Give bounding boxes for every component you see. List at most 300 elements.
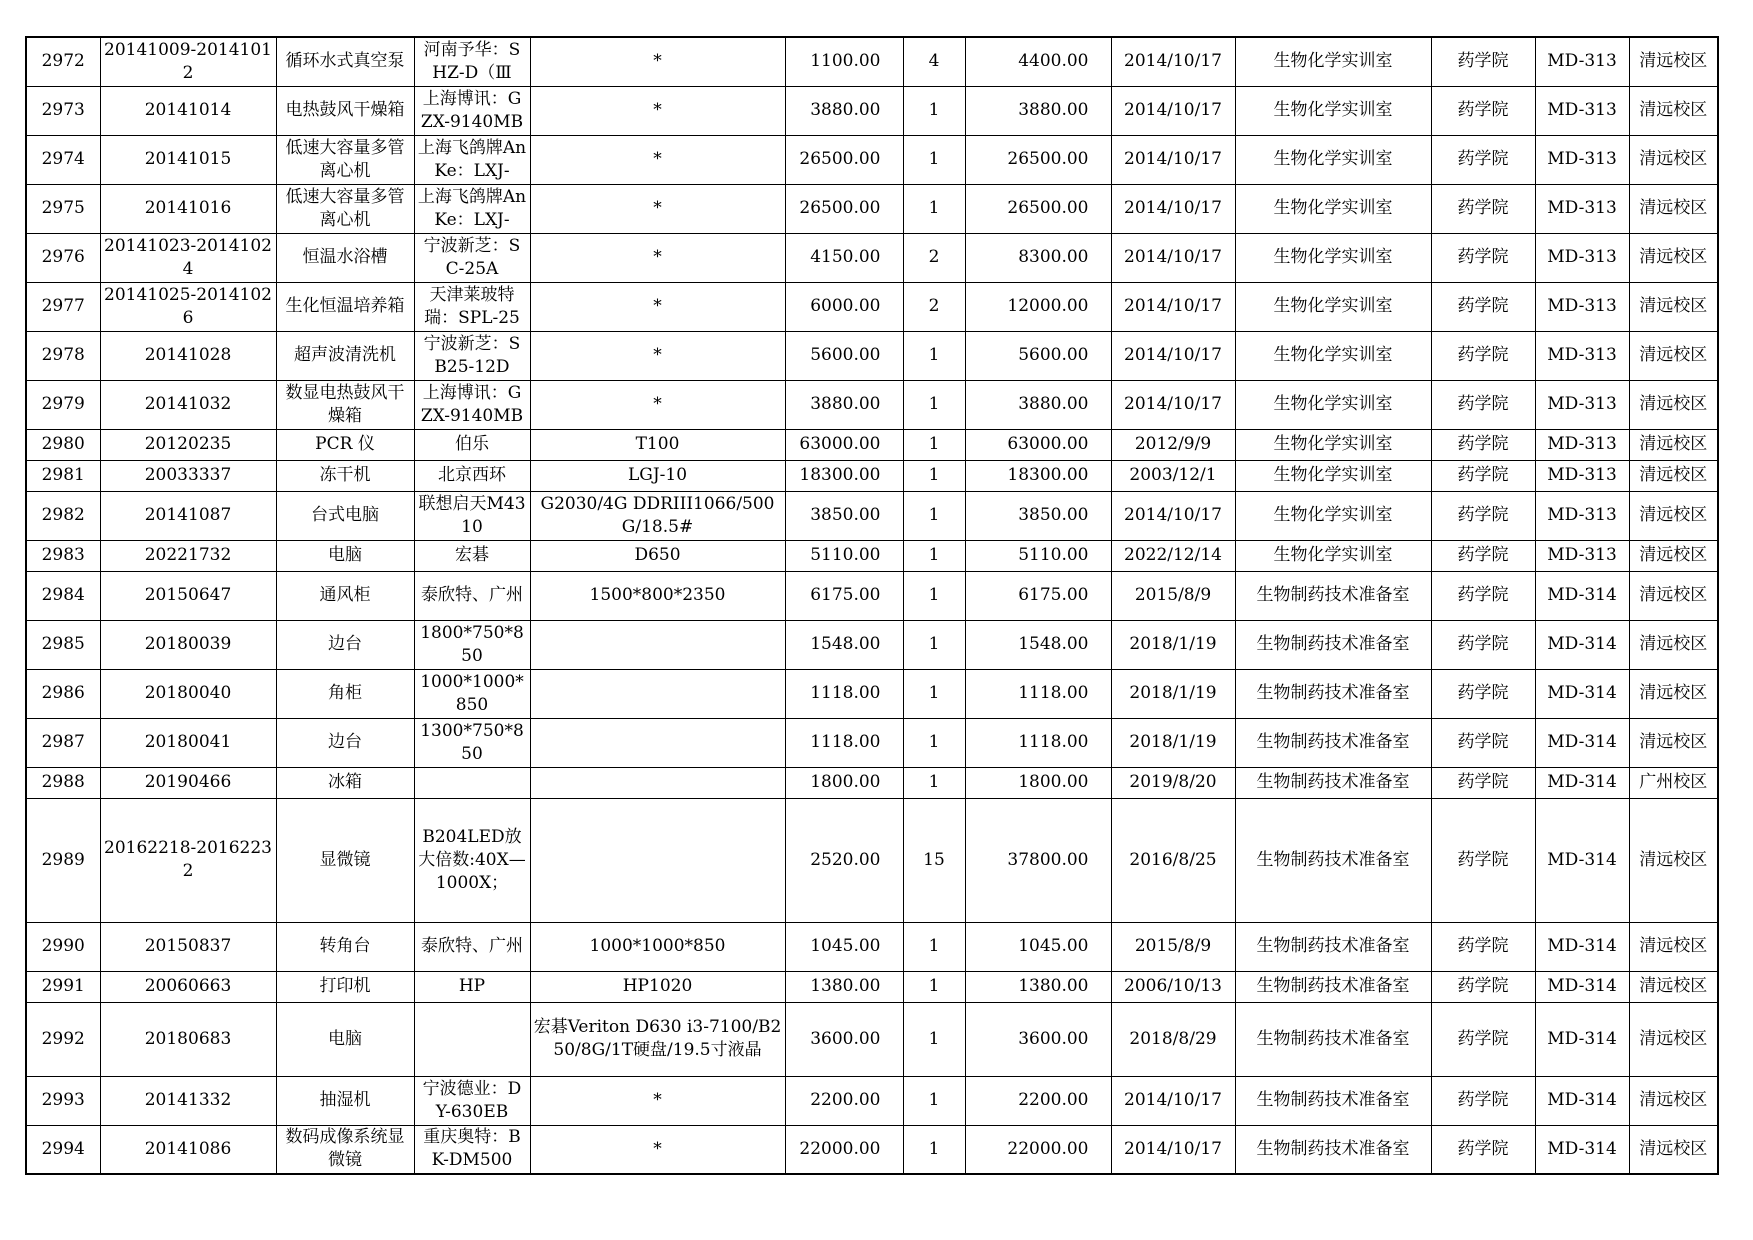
department-cell: 药学院: [1431, 86, 1535, 135]
room-code-cell: MD-313: [1535, 429, 1629, 460]
quantity-cell: 1: [903, 620, 965, 669]
equipment-name-cell: 低速大容量多管离心机: [276, 184, 414, 233]
equipment-name-cell: 显微镜: [276, 798, 414, 922]
room-cell: 生物制药技术准备室: [1235, 1125, 1431, 1174]
equipment-name-cell: 台式电脑: [276, 491, 414, 540]
seq-cell: 2990: [26, 922, 100, 971]
quantity-cell: 1: [903, 1125, 965, 1174]
amount-cell: 63000.00: [965, 429, 1111, 460]
seq-cell: 2985: [26, 620, 100, 669]
table-row: [26, 282, 1718, 331]
amount-cell: 3880.00: [965, 86, 1111, 135]
table-body: [26, 37, 1718, 1174]
amount-cell: 22000.00: [965, 1125, 1111, 1174]
department-cell: 药学院: [1431, 1125, 1535, 1174]
seq-cell: 2976: [26, 233, 100, 282]
asset-no-cell: 20180039: [100, 620, 276, 669]
amount-cell: 8300.00: [965, 233, 1111, 282]
department-cell: 药学院: [1431, 669, 1535, 718]
campus-cell: 清远校区: [1629, 971, 1718, 1002]
department-cell: 药学院: [1431, 282, 1535, 331]
table-row: [26, 460, 1718, 491]
room-code-cell: MD-314: [1535, 922, 1629, 971]
amount-cell: 4400.00: [965, 37, 1111, 86]
brand-cell: 联想启天M4310: [414, 491, 530, 540]
model-cell: LGJ-10: [530, 460, 785, 491]
room-cell: 生物化学实训室: [1235, 86, 1431, 135]
amount-cell: 3600.00: [965, 1002, 1111, 1076]
seq-cell: 2978: [26, 331, 100, 380]
seq-cell: 2972: [26, 37, 100, 86]
purchase-date-cell: 2014/10/17: [1111, 491, 1235, 540]
seq-cell: 2989: [26, 798, 100, 922]
quantity-cell: 1: [903, 491, 965, 540]
quantity-cell: 2: [903, 233, 965, 282]
unit-price-cell: 18300.00: [785, 460, 903, 491]
quantity-cell: 15: [903, 798, 965, 922]
quantity-cell: 2: [903, 282, 965, 331]
quantity-cell: 1: [903, 86, 965, 135]
purchase-date-cell: 2018/1/19: [1111, 718, 1235, 767]
campus-cell: 清远校区: [1629, 331, 1718, 380]
room-code-cell: MD-314: [1535, 1076, 1629, 1125]
brand-cell: 河南予华：SHZ-D（Ⅲ: [414, 37, 530, 86]
amount-cell: 18300.00: [965, 460, 1111, 491]
equipment-name-cell: 电热鼓风干燥箱: [276, 86, 414, 135]
brand-cell: 上海博讯：GZX-9140MB: [414, 86, 530, 135]
equipment-name-cell: 角柜: [276, 669, 414, 718]
amount-cell: 1548.00: [965, 620, 1111, 669]
campus-cell: 清远校区: [1629, 540, 1718, 571]
brand-cell: 泰欣特、广州: [414, 922, 530, 971]
department-cell: 药学院: [1431, 798, 1535, 922]
room-cell: 生物化学实训室: [1235, 37, 1431, 86]
model-cell: [530, 669, 785, 718]
quantity-cell: 4: [903, 37, 965, 86]
equipment-name-cell: 打印机: [276, 971, 414, 1002]
table-row: [26, 718, 1718, 767]
model-cell: *: [530, 282, 785, 331]
brand-cell: 泰欣特、广州: [414, 571, 530, 620]
table-row: [26, 86, 1718, 135]
room-code-cell: MD-313: [1535, 540, 1629, 571]
asset-no-cell: 20190466: [100, 767, 276, 798]
table-row: [26, 798, 1718, 922]
department-cell: 药学院: [1431, 571, 1535, 620]
model-cell: *: [530, 331, 785, 380]
room-code-cell: MD-313: [1535, 86, 1629, 135]
asset-no-cell: 20141032: [100, 380, 276, 429]
purchase-date-cell: 2022/12/14: [1111, 540, 1235, 571]
table-row: [26, 767, 1718, 798]
brand-cell: 天津莱玻特瑞：SPL-25: [414, 282, 530, 331]
brand-cell: 北京西环: [414, 460, 530, 491]
equipment-name-cell: 超声波清洗机: [276, 331, 414, 380]
purchase-date-cell: 2014/10/17: [1111, 37, 1235, 86]
brand-cell: 宁波新芝：SC-25A: [414, 233, 530, 282]
seq-cell: 2979: [26, 380, 100, 429]
amount-cell: 1045.00: [965, 922, 1111, 971]
campus-cell: 清远校区: [1629, 1125, 1718, 1174]
department-cell: 药学院: [1431, 1076, 1535, 1125]
asset-no-cell: 20141087: [100, 491, 276, 540]
asset-no-cell: 20141023-20141024: [100, 233, 276, 282]
room-cell: 生物化学实训室: [1235, 491, 1431, 540]
table-row: [26, 922, 1718, 971]
department-cell: 药学院: [1431, 184, 1535, 233]
model-cell: [530, 798, 785, 922]
amount-cell: 3880.00: [965, 380, 1111, 429]
unit-price-cell: 1800.00: [785, 767, 903, 798]
amount-cell: 26500.00: [965, 135, 1111, 184]
seq-cell: 2991: [26, 971, 100, 1002]
campus-cell: 清远校区: [1629, 491, 1718, 540]
room-cell: 生物制药技术准备室: [1235, 620, 1431, 669]
asset-no-cell: 20141025-20141026: [100, 282, 276, 331]
purchase-date-cell: 2014/10/17: [1111, 331, 1235, 380]
unit-price-cell: 1118.00: [785, 718, 903, 767]
room-cell: 生物制药技术准备室: [1235, 1002, 1431, 1076]
purchase-date-cell: 2014/10/17: [1111, 135, 1235, 184]
room-cell: 生物化学实训室: [1235, 540, 1431, 571]
room-cell: 生物制药技术准备室: [1235, 922, 1431, 971]
brand-cell: 上海飞鸽牌AnKe：LXJ-: [414, 135, 530, 184]
room-code-cell: MD-313: [1535, 233, 1629, 282]
purchase-date-cell: 2014/10/17: [1111, 282, 1235, 331]
purchase-date-cell: 2018/8/29: [1111, 1002, 1235, 1076]
room-code-cell: MD-313: [1535, 37, 1629, 86]
room-code-cell: MD-313: [1535, 184, 1629, 233]
equipment-name-cell: 电脑: [276, 1002, 414, 1076]
equipment-name-cell: 边台: [276, 620, 414, 669]
amount-cell: 1380.00: [965, 971, 1111, 1002]
asset-no-cell: 20150837: [100, 922, 276, 971]
unit-price-cell: 63000.00: [785, 429, 903, 460]
department-cell: 药学院: [1431, 922, 1535, 971]
quantity-cell: 1: [903, 767, 965, 798]
unit-price-cell: 6175.00: [785, 571, 903, 620]
seq-cell: 2982: [26, 491, 100, 540]
room-cell: 生物化学实训室: [1235, 135, 1431, 184]
table-row: [26, 620, 1718, 669]
quantity-cell: 1: [903, 184, 965, 233]
equipment-name-cell: 数显电热鼓风干燥箱: [276, 380, 414, 429]
asset-no-cell: 20033337: [100, 460, 276, 491]
asset-no-cell: 20141028: [100, 331, 276, 380]
purchase-date-cell: 2003/12/1: [1111, 460, 1235, 491]
unit-price-cell: 3880.00: [785, 86, 903, 135]
amount-cell: 3850.00: [965, 491, 1111, 540]
room-cell: 生物制药技术准备室: [1235, 571, 1431, 620]
quantity-cell: 1: [903, 669, 965, 718]
unit-price-cell: 3600.00: [785, 1002, 903, 1076]
model-cell: [530, 718, 785, 767]
room-code-cell: MD-314: [1535, 1002, 1629, 1076]
brand-cell: [414, 767, 530, 798]
seq-cell: 2993: [26, 1076, 100, 1125]
room-code-cell: MD-314: [1535, 798, 1629, 922]
brand-cell: 上海飞鸽牌AnKe：LXJ-: [414, 184, 530, 233]
purchase-date-cell: 2014/10/17: [1111, 86, 1235, 135]
model-cell: T100: [530, 429, 785, 460]
purchase-date-cell: 2018/1/19: [1111, 620, 1235, 669]
room-code-cell: MD-314: [1535, 767, 1629, 798]
purchase-date-cell: 2019/8/20: [1111, 767, 1235, 798]
asset-no-cell: 20141016: [100, 184, 276, 233]
purchase-date-cell: 2018/1/19: [1111, 669, 1235, 718]
equipment-name-cell: 电脑: [276, 540, 414, 571]
table-row: [26, 135, 1718, 184]
seq-cell: 2980: [26, 429, 100, 460]
asset-no-cell: 20180683: [100, 1002, 276, 1076]
campus-cell: 清远校区: [1629, 460, 1718, 491]
campus-cell: 清远校区: [1629, 1002, 1718, 1076]
table-row: [26, 1002, 1718, 1076]
room-cell: 生物化学实训室: [1235, 429, 1431, 460]
department-cell: 药学院: [1431, 380, 1535, 429]
unit-price-cell: 1380.00: [785, 971, 903, 1002]
table-row: [26, 380, 1718, 429]
room-code-cell: MD-313: [1535, 282, 1629, 331]
seq-cell: 2974: [26, 135, 100, 184]
asset-no-cell: 20221732: [100, 540, 276, 571]
room-cell: 生物化学实训室: [1235, 184, 1431, 233]
campus-cell: 清远校区: [1629, 798, 1718, 922]
unit-price-cell: 5600.00: [785, 331, 903, 380]
model-cell: G2030/4G DDRIII1066/500G/18.5#: [530, 491, 785, 540]
amount-cell: 2200.00: [965, 1076, 1111, 1125]
unit-price-cell: 1045.00: [785, 922, 903, 971]
amount-cell: 5110.00: [965, 540, 1111, 571]
room-code-cell: MD-314: [1535, 620, 1629, 669]
unit-price-cell: 26500.00: [785, 184, 903, 233]
room-cell: 生物制药技术准备室: [1235, 718, 1431, 767]
brand-cell: 宁波新芝：SB25-12D: [414, 331, 530, 380]
quantity-cell: 1: [903, 922, 965, 971]
unit-price-cell: 26500.00: [785, 135, 903, 184]
brand-cell: 1800*750*850: [414, 620, 530, 669]
quantity-cell: 1: [903, 718, 965, 767]
room-cell: 生物化学实训室: [1235, 331, 1431, 380]
table-row: [26, 1125, 1718, 1174]
model-cell: *: [530, 233, 785, 282]
room-code-cell: MD-314: [1535, 1125, 1629, 1174]
amount-cell: 1118.00: [965, 718, 1111, 767]
model-cell: HP1020: [530, 971, 785, 1002]
campus-cell: 清远校区: [1629, 1076, 1718, 1125]
campus-cell: 清远校区: [1629, 37, 1718, 86]
asset-no-cell: 20141014: [100, 86, 276, 135]
equipment-table: [25, 36, 1719, 1175]
seq-cell: 2986: [26, 669, 100, 718]
quantity-cell: 1: [903, 540, 965, 571]
model-cell: *: [530, 135, 785, 184]
campus-cell: 清远校区: [1629, 135, 1718, 184]
equipment-name-cell: 冻干机: [276, 460, 414, 491]
asset-no-cell: 20162218-20162232: [100, 798, 276, 922]
purchase-date-cell: 2014/10/17: [1111, 233, 1235, 282]
quantity-cell: 1: [903, 460, 965, 491]
model-cell: 宏碁Veriton D630 i3-7100/B250/8G/1T硬盘/19.5寸液晶: [530, 1002, 785, 1076]
table-row: [26, 540, 1718, 571]
equipment-name-cell: 循环水式真空泵: [276, 37, 414, 86]
table-row: [26, 971, 1718, 1002]
amount-cell: 6175.00: [965, 571, 1111, 620]
room-code-cell: MD-314: [1535, 971, 1629, 1002]
room-code-cell: MD-314: [1535, 718, 1629, 767]
purchase-date-cell: 2014/10/17: [1111, 184, 1235, 233]
room-code-cell: MD-313: [1535, 135, 1629, 184]
department-cell: 药学院: [1431, 331, 1535, 380]
purchase-date-cell: 2014/10/17: [1111, 1076, 1235, 1125]
department-cell: 药学院: [1431, 460, 1535, 491]
quantity-cell: 1: [903, 1002, 965, 1076]
room-cell: 生物制药技术准备室: [1235, 971, 1431, 1002]
brand-cell: 宏碁: [414, 540, 530, 571]
model-cell: *: [530, 380, 785, 429]
room-cell: 生物化学实训室: [1235, 282, 1431, 331]
unit-price-cell: 5110.00: [785, 540, 903, 571]
unit-price-cell: 1100.00: [785, 37, 903, 86]
table-row: [26, 491, 1718, 540]
equipment-name-cell: 生化恒温培养箱: [276, 282, 414, 331]
equipment-name-cell: 冰箱: [276, 767, 414, 798]
seq-cell: 2977: [26, 282, 100, 331]
room-cell: 生物制药技术准备室: [1235, 798, 1431, 922]
equipment-name-cell: 恒温水浴槽: [276, 233, 414, 282]
table-row: [26, 1076, 1718, 1125]
unit-price-cell: 22000.00: [785, 1125, 903, 1174]
campus-cell: 清远校区: [1629, 718, 1718, 767]
purchase-date-cell: 2015/8/9: [1111, 922, 1235, 971]
department-cell: 药学院: [1431, 1002, 1535, 1076]
unit-price-cell: 3850.00: [785, 491, 903, 540]
room-cell: 生物化学实训室: [1235, 380, 1431, 429]
model-cell: *: [530, 184, 785, 233]
campus-cell: 清远校区: [1629, 184, 1718, 233]
room-code-cell: MD-313: [1535, 491, 1629, 540]
department-cell: 药学院: [1431, 37, 1535, 86]
model-cell: D650: [530, 540, 785, 571]
equipment-name-cell: 转角台: [276, 922, 414, 971]
model-cell: *: [530, 86, 785, 135]
seq-cell: 2987: [26, 718, 100, 767]
department-cell: 药学院: [1431, 540, 1535, 571]
asset-no-cell: 20141086: [100, 1125, 276, 1174]
asset-no-cell: 20141332: [100, 1076, 276, 1125]
equipment-name-cell: 抽湿机: [276, 1076, 414, 1125]
seq-cell: 2984: [26, 571, 100, 620]
quantity-cell: 1: [903, 971, 965, 1002]
asset-no-cell: 20150647: [100, 571, 276, 620]
asset-no-cell: 20060663: [100, 971, 276, 1002]
asset-no-cell: 20141015: [100, 135, 276, 184]
amount-cell: 5600.00: [965, 331, 1111, 380]
table-row: [26, 669, 1718, 718]
room-code-cell: MD-313: [1535, 331, 1629, 380]
purchase-date-cell: 2015/8/9: [1111, 571, 1235, 620]
campus-cell: 清远校区: [1629, 282, 1718, 331]
model-cell: *: [530, 1125, 785, 1174]
table-row: [26, 233, 1718, 282]
amount-cell: 1800.00: [965, 767, 1111, 798]
table-row: [26, 37, 1718, 86]
equipment-name-cell: 通风柜: [276, 571, 414, 620]
department-cell: 药学院: [1431, 620, 1535, 669]
model-cell: *: [530, 37, 785, 86]
purchase-date-cell: 2012/9/9: [1111, 429, 1235, 460]
purchase-date-cell: 2014/10/17: [1111, 1125, 1235, 1174]
table-row: [26, 184, 1718, 233]
equipment-name-cell: 低速大容量多管离心机: [276, 135, 414, 184]
unit-price-cell: 6000.00: [785, 282, 903, 331]
campus-cell: 清远校区: [1629, 620, 1718, 669]
unit-price-cell: 2200.00: [785, 1076, 903, 1125]
department-cell: 药学院: [1431, 135, 1535, 184]
amount-cell: 1118.00: [965, 669, 1111, 718]
campus-cell: 清远校区: [1629, 571, 1718, 620]
campus-cell: 清远校区: [1629, 429, 1718, 460]
department-cell: 药学院: [1431, 767, 1535, 798]
room-cell: 生物化学实训室: [1235, 233, 1431, 282]
campus-cell: 广州校区: [1629, 767, 1718, 798]
equipment-name-cell: 数码成像系统显微镜: [276, 1125, 414, 1174]
seq-cell: 2988: [26, 767, 100, 798]
brand-cell: 上海博讯：GZX-9140MB: [414, 380, 530, 429]
brand-cell: 伯乐: [414, 429, 530, 460]
quantity-cell: 1: [903, 1076, 965, 1125]
room-cell: 生物制药技术准备室: [1235, 767, 1431, 798]
department-cell: 药学院: [1431, 718, 1535, 767]
room-code-cell: MD-313: [1535, 460, 1629, 491]
brand-cell: B204LED放大倍数:40X—1000X；: [414, 798, 530, 922]
seq-cell: 2981: [26, 460, 100, 491]
quantity-cell: 1: [903, 571, 965, 620]
model-cell: [530, 620, 785, 669]
purchase-date-cell: 2006/10/13: [1111, 971, 1235, 1002]
brand-cell: 1000*1000*850: [414, 669, 530, 718]
purchase-date-cell: 2016/8/25: [1111, 798, 1235, 922]
amount-cell: 37800.00: [965, 798, 1111, 922]
asset-no-cell: 20141009-20141012: [100, 37, 276, 86]
purchase-date-cell: 2014/10/17: [1111, 380, 1235, 429]
department-cell: 药学院: [1431, 491, 1535, 540]
brand-cell: 重庆奥特：BK-DM500: [414, 1125, 530, 1174]
unit-price-cell: 3880.00: [785, 380, 903, 429]
seq-cell: 2992: [26, 1002, 100, 1076]
seq-cell: 2994: [26, 1125, 100, 1174]
brand-cell: [414, 1002, 530, 1076]
model-cell: *: [530, 1076, 785, 1125]
quantity-cell: 1: [903, 135, 965, 184]
seq-cell: 2975: [26, 184, 100, 233]
equipment-name-cell: 边台: [276, 718, 414, 767]
table-row: [26, 429, 1718, 460]
unit-price-cell: 2520.00: [785, 798, 903, 922]
room-code-cell: MD-313: [1535, 380, 1629, 429]
table-row: [26, 331, 1718, 380]
campus-cell: 清远校区: [1629, 380, 1718, 429]
campus-cell: 清远校区: [1629, 86, 1718, 135]
quantity-cell: 1: [903, 331, 965, 380]
room-code-cell: MD-314: [1535, 571, 1629, 620]
brand-cell: HP: [414, 971, 530, 1002]
asset-no-cell: 20120235: [100, 429, 276, 460]
department-cell: 药学院: [1431, 971, 1535, 1002]
department-cell: 药学院: [1431, 429, 1535, 460]
department-cell: 药学院: [1431, 233, 1535, 282]
table-row: [26, 571, 1718, 620]
